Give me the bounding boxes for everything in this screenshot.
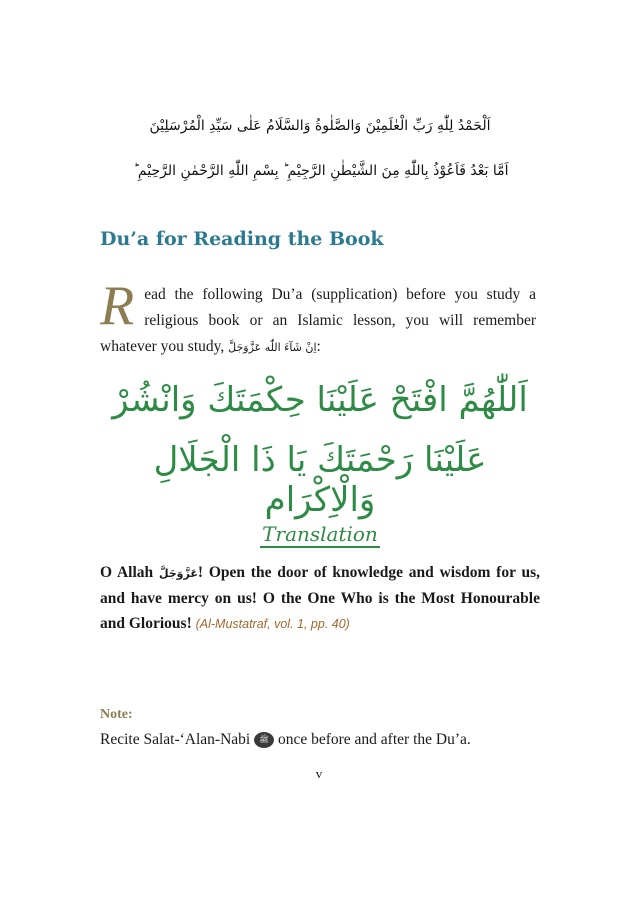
drop-cap: R	[100, 275, 135, 337]
azza-wajal-text: عَزَّوَجَلَّ	[158, 567, 198, 580]
translation-part-2: ! Open the door of knowledge and wisdom for us, and have mercy on us! O the One Who is the Most Honourable and Glorious!	[100, 564, 540, 632]
intro-colon: :	[316, 338, 321, 355]
header-arabic-line-1: اَلْحَمْدُ لِلّٰهِ رَبِّ الْعٰلَمِيْنَ وَالصَّلٰوةُ وَالسَّلَامُ عَلٰى سَيِّدِ الْمُرْسَلِيْنَ	[149, 118, 491, 134]
dua-line-2: عَلَيْنَا رَحْمَتَكَ يَا ذَا الْجَلَالِ وَالْاِكْرَام	[153, 440, 487, 520]
salawat-icon: ﷺ	[254, 732, 274, 748]
page-title: Du’a for Reading the Book	[100, 228, 384, 250]
note-label: Note:	[100, 707, 133, 722]
page-number: v	[315, 766, 323, 781]
translation-part-1: O Allah	[100, 564, 154, 581]
note-text	[100, 731, 540, 749]
note-before: Recite Salat-‘Alan-Nabi	[100, 731, 251, 748]
intro-text: ead the following Du’a (supplication) before you study a religious book or an Islamic lesson, you will remember whatever you study,	[100, 286, 536, 355]
intro-paragraph	[100, 275, 536, 361]
translation-heading	[100, 522, 540, 546]
translation-heading-text: Translation	[262, 522, 378, 546]
translation-paragraph	[100, 560, 540, 637]
inshallah-text: اِنْ شَآءَ اللّٰه عَزَّوَجَلَّ	[228, 341, 317, 354]
dua-line-1: اَللّٰهُمَّ افْتَحْ عَلَيْنَا حِكْمَتَكَ وَانْشُرْ	[112, 380, 528, 420]
reference-citation: (Al-Mustatraf, vol. 1, pp. 40)	[195, 617, 350, 631]
note-after: once before and after the Du’a.	[277, 731, 471, 748]
header-arabic-line-2: اَمَّا بَعْدُ فَاَعُوْذُ بِاللّٰهِ مِنَ الشَّيْطٰنِ الرَّجِيْمِ ؕ بِسْمِ اللّٰهِ الرَّحْمٰنِ الرَّحِيْمِ ؕ	[133, 163, 509, 179]
